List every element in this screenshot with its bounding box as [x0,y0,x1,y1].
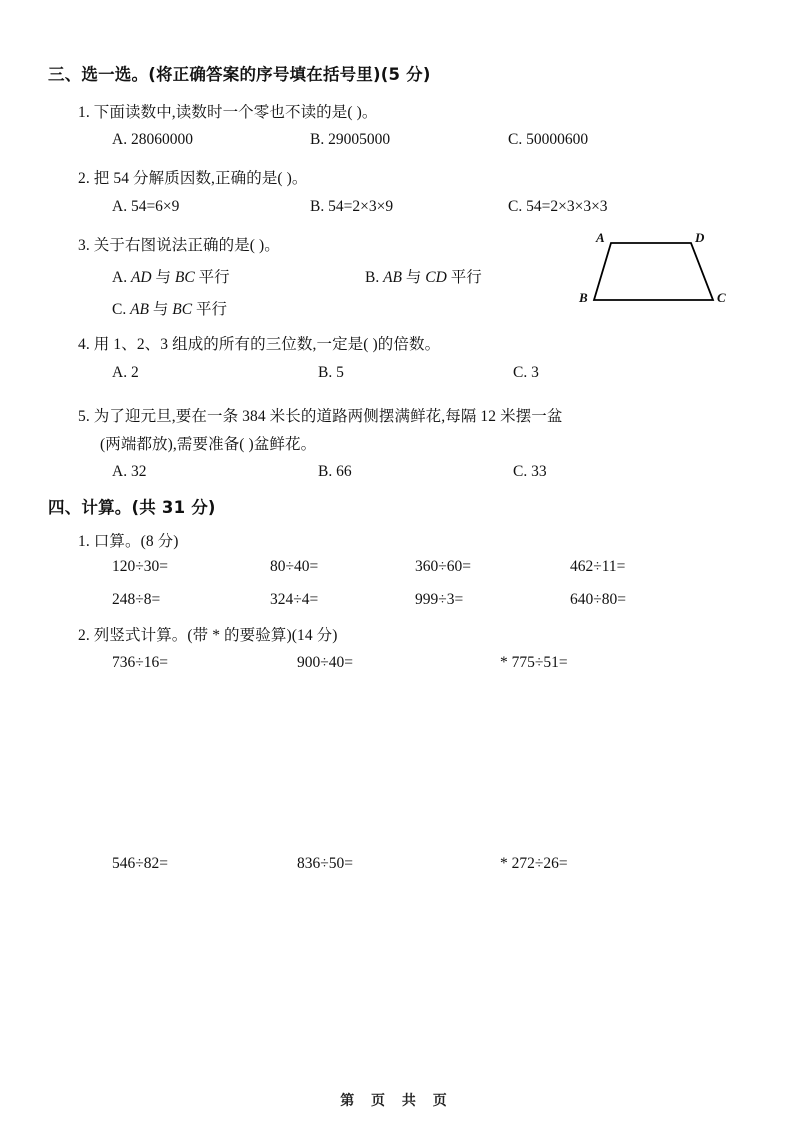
vertical-calc-2-3[interactable]: * 272÷26= [500,855,568,872]
vertical-calc-row-2 [0,855,793,879]
oral-calc-2-4[interactable]: 640÷80= [570,591,626,608]
option-4-a[interactable]: A. 2 [112,364,139,381]
question-4-options [0,364,793,386]
vertex-label-a: A [596,230,605,245]
vertical-calc-1-2[interactable]: 900÷40= [297,654,353,671]
question-2-options [0,198,793,220]
option-3-c[interactable]: C. AB 与 BC 平行 [112,301,227,318]
option-3-b[interactable]: B. AB 与 CD 平行 [365,269,482,286]
section-heading-calculation: 四、计算。(共 31 分) [48,498,216,517]
subsection-oral-calc-title: 1. 口算。(8 分) [78,533,179,550]
subsection-vertical-calc-title: 2. 列竖式计算。(带 * 的要验算)(14 分) [78,627,338,644]
option-1-c[interactable]: C. 50000600 [508,131,589,148]
question-1-options [0,131,793,153]
oral-calc-2-1[interactable]: 248÷8= [112,591,161,608]
trapezoid-figure [578,228,753,316]
oral-calc-1-4[interactable]: 462÷11= [570,558,626,575]
oral-calc-1-2[interactable]: 80÷40= [270,558,319,575]
question-1-stem: 1. 下面读数中,读数时一个零也不读的是( )。 [78,104,378,121]
option-4-c[interactable]: C. 3 [513,364,539,381]
oral-calc-1-1[interactable]: 120÷30= [112,558,168,575]
option-3-a[interactable]: A. AD 与 BC 平行 [112,269,230,286]
option-2-c[interactable]: C. 54=2×3×3×3 [508,198,608,215]
vertical-calc-1-1[interactable]: 736÷16= [112,654,168,671]
vertex-label-c: C [717,290,726,305]
vertical-calc-2-1[interactable]: 546÷82= [112,855,168,872]
question-3-stem: 3. 关于右图说法正确的是( )。 [78,237,280,254]
section-heading-choice: 三、选一选。(将正确答案的序号填在括号里)(5 分) [48,65,431,84]
vertex-label-b: B [579,290,588,305]
question-5-options [0,463,793,485]
option-5-c[interactable]: C. 33 [513,463,547,480]
option-1-a[interactable]: A. 28060000 [112,131,193,148]
vertex-label-d: D [695,230,705,245]
oral-calc-2-3[interactable]: 999÷3= [415,591,464,608]
option-4-b[interactable]: B. 5 [318,364,344,381]
oral-calc-1-3[interactable]: 360÷60= [415,558,471,575]
option-5-b[interactable]: B. 66 [318,463,352,480]
option-2-a[interactable]: A. 54=6×9 [112,198,180,215]
page-footer: 第 页 共 页 [340,1093,453,1109]
option-5-a[interactable]: A. 32 [112,463,147,480]
vertical-calc-1-3[interactable]: * 775÷51= [500,654,568,671]
oral-calc-row-1 [0,558,793,582]
option-1-b[interactable]: B. 29005000 [310,131,391,148]
option-2-b[interactable]: B. 54=2×3×9 [310,198,394,215]
question-2-stem: 2. 把 54 分解质因数,正确的是( )。 [78,170,308,187]
vertical-calc-2-2[interactable]: 836÷50= [297,855,353,872]
question-5-stem-line-1: 5. 为了迎元旦,要在一条 384 米长的道路两侧摆满鲜花,每隔 12 米摆一盆 [78,408,563,425]
oral-calc-2-2[interactable]: 324÷4= [270,591,319,608]
question-4-stem: 4. 用 1、2、3 组成的所有的三位数,一定是( )的倍数。 [78,336,441,353]
vertical-calc-row-1 [0,654,793,678]
question-5-stem-line-2: (两端都放),需要准备( )盆鲜花。 [100,436,317,453]
oral-calc-row-2 [0,591,793,615]
